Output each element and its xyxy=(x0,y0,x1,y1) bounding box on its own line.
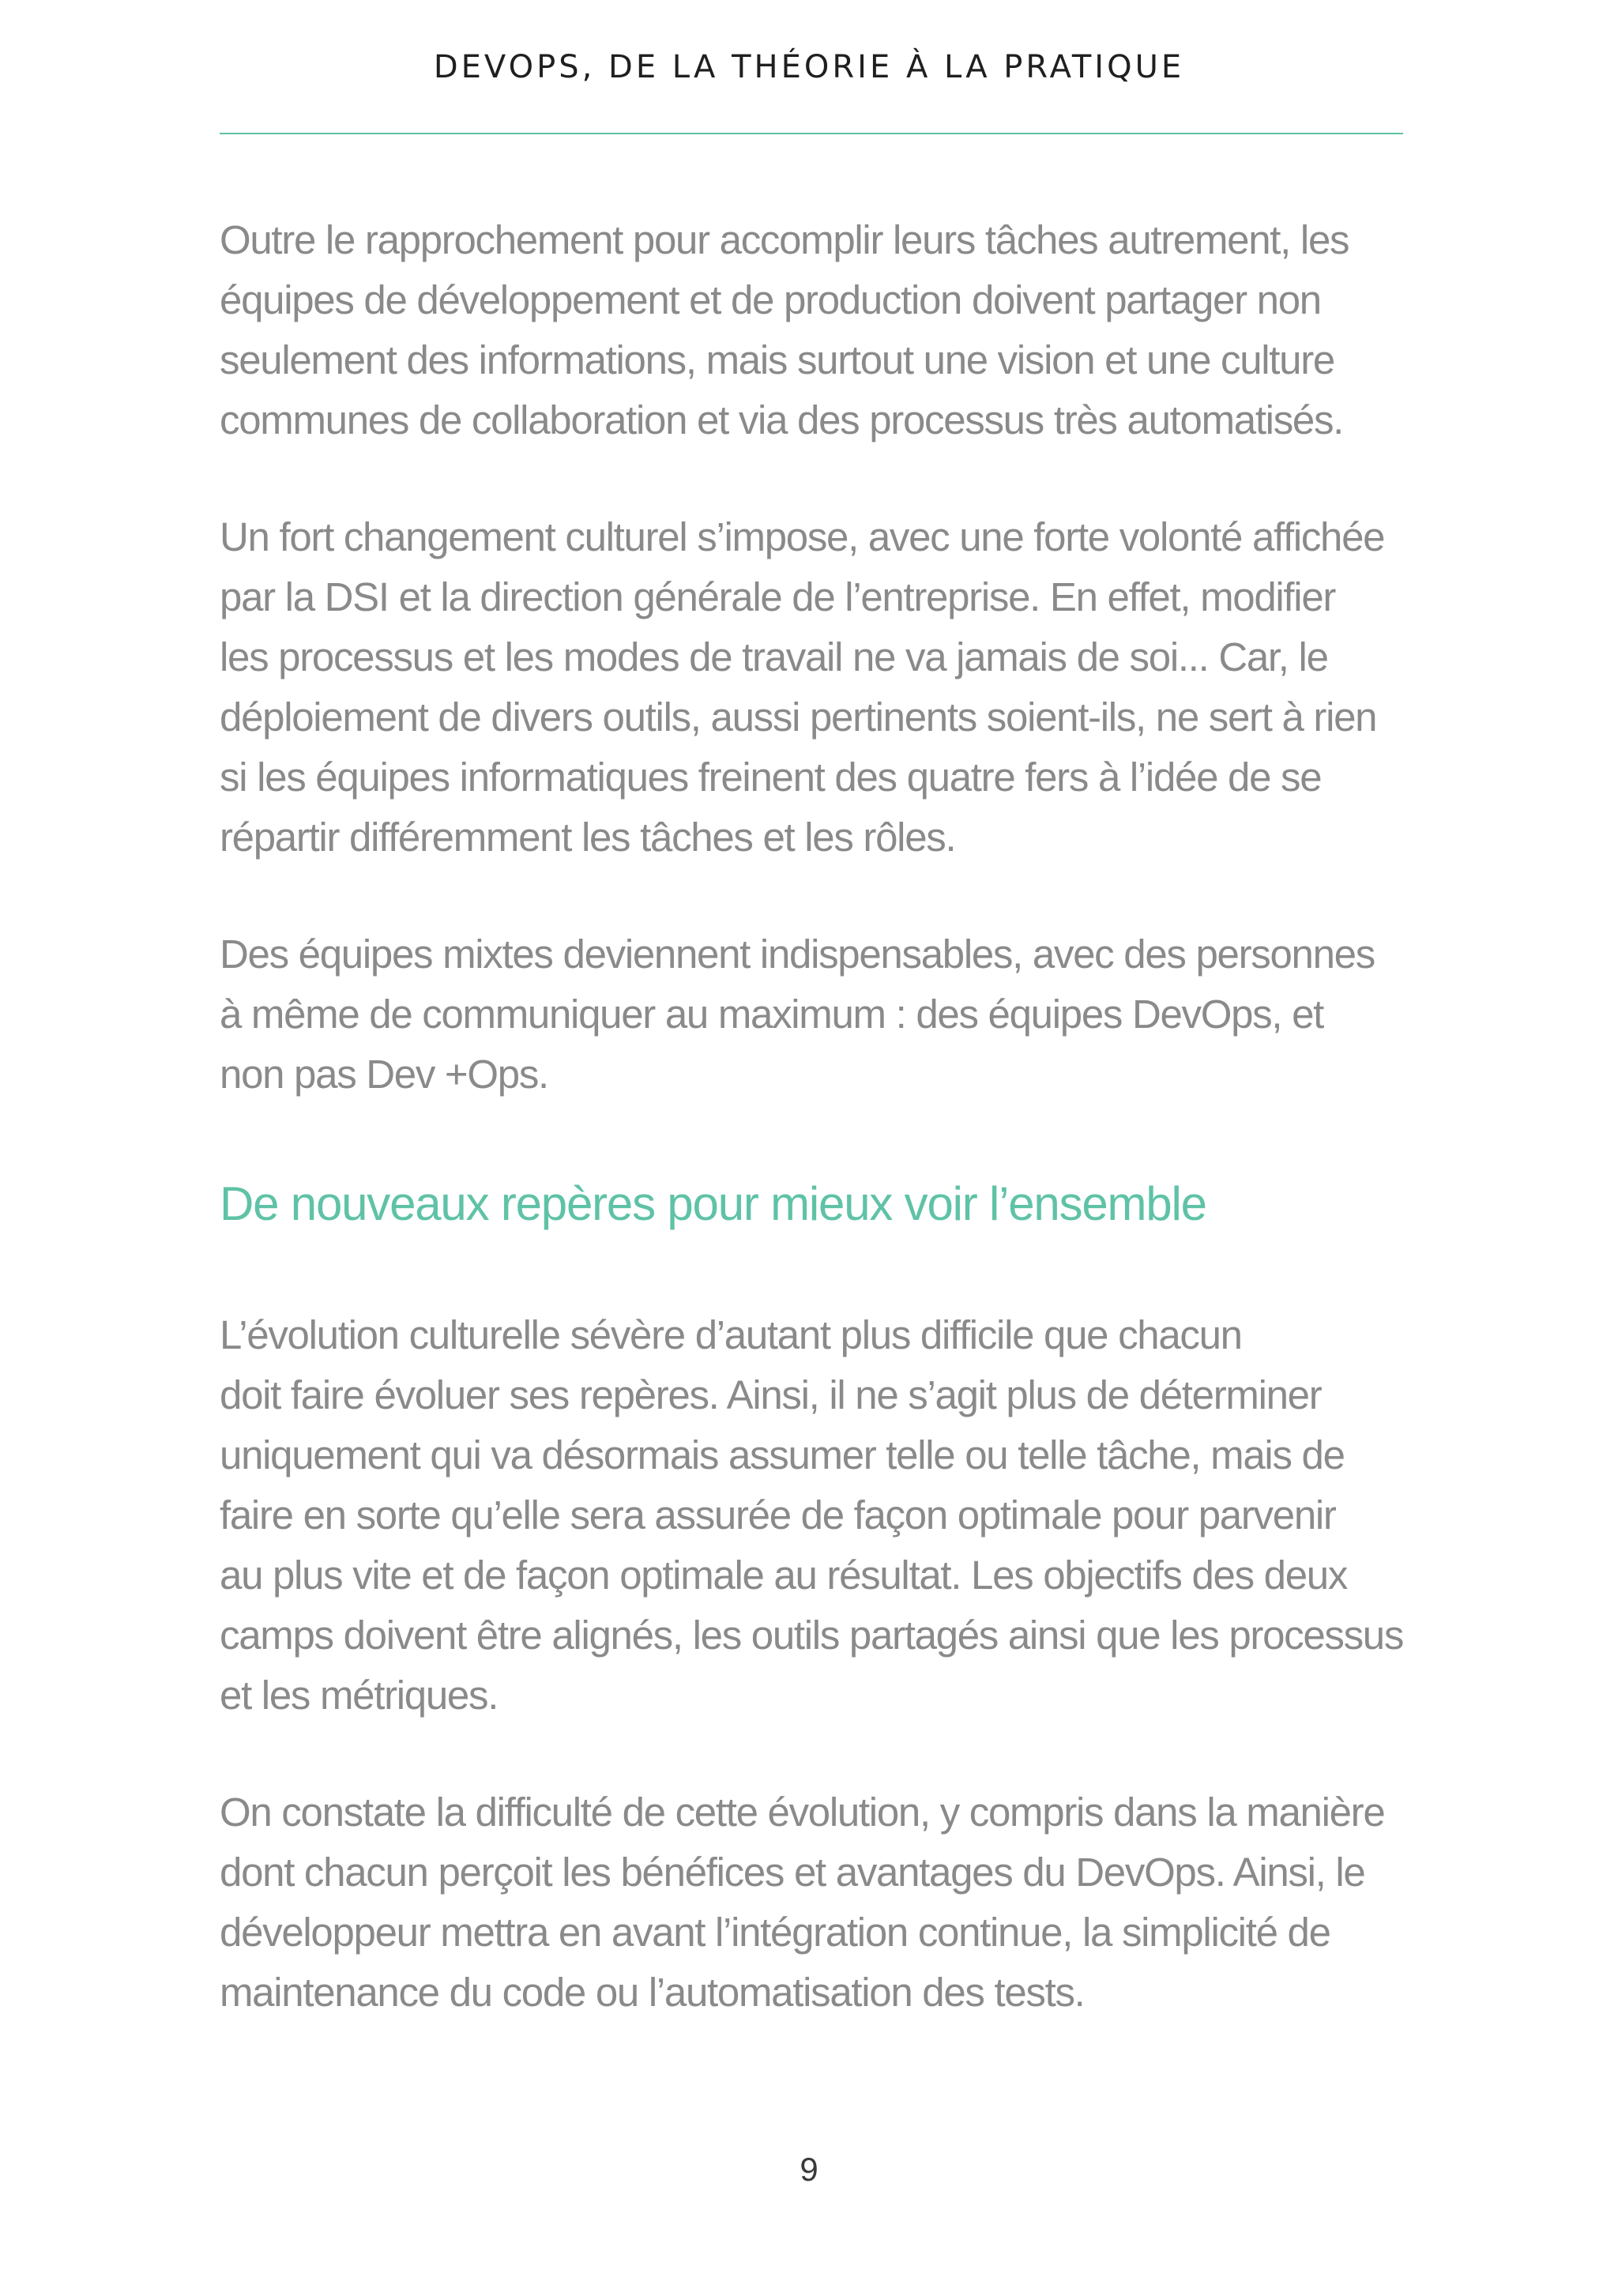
paragraph-line: équipes de développement et de production doivent partager non xyxy=(220,277,1321,322)
page-body xyxy=(220,210,1403,2023)
running-header: DEVOPS, DE LA THÉORIE À LA PRATIQUE xyxy=(433,49,1185,85)
paragraph-line: Outre le rapprochement pour accomplir leurs tâches autrement, les xyxy=(220,217,1349,262)
paragraph-line: camps doivent être alignés, les outils partagés ainsi que les processus xyxy=(220,1613,1404,1658)
paragraph-line: déploiement de divers outils, aussi pertinents soient-ils, ne sert à rien xyxy=(220,694,1377,740)
body-paragraph xyxy=(220,1305,1403,1726)
paragraph-line: dont chacun perçoit les bénéfices et avantages du DevOps. Ainsi, le xyxy=(220,1850,1365,1895)
paragraph-line: si les équipes informatiques freinent des quatre fers à l’idée de se xyxy=(220,755,1322,800)
paragraph-line: développeur mettra en avant l’intégration continue, la simplicité de xyxy=(220,1910,1330,1955)
section-heading: De nouveaux repères pour mieux voir l’ensemble xyxy=(220,1177,1206,1230)
paragraph-line: doit faire évoluer ses repères. Ainsi, il ne s’agit plus de déterminer xyxy=(220,1372,1322,1417)
paragraph-line: les processus et les modes de travail ne va jamais de soi... Car, le xyxy=(220,634,1328,679)
paragraph-line: au plus vite et de façon optimale au résultat. Les objectifs des deux xyxy=(220,1553,1348,1598)
paragraph-line: On constate la difficulté de cette évolution, y compris dans la manière xyxy=(220,1790,1385,1835)
paragraph-line: uniquement qui va désormais assumer telle ou telle tâche, mais de xyxy=(220,1432,1345,1477)
body-paragraph xyxy=(220,924,1403,1105)
paragraph-line: par la DSI et la direction générale de l’entreprise. En effet, modifier xyxy=(220,574,1336,619)
page-number: 9 xyxy=(800,2151,818,2188)
paragraph-line: non pas Dev +Ops. xyxy=(220,1052,548,1097)
paragraph-line: communes de collaboration et via des processus très automatisés. xyxy=(220,397,1344,442)
paragraph-line: seulement des informations, mais surtout une vision et une culture xyxy=(220,337,1334,382)
header-divider xyxy=(220,133,1403,134)
paragraph-line: faire en sorte qu’elle sera assurée de façon optimale pour parvenir xyxy=(220,1492,1336,1538)
paragraph-line: et les métriques. xyxy=(220,1673,499,1718)
paragraph-line: à même de communiquer au maximum : des équipes DevOps, et xyxy=(220,992,1324,1037)
paragraph-line: Un fort changement culturel s’impose, avec une forte volonté affichée xyxy=(220,514,1385,559)
paragraph-line: Des équipes mixtes deviennent indispensables, avec des personnes xyxy=(220,932,1375,977)
body-paragraph xyxy=(220,507,1403,868)
body-paragraph xyxy=(220,210,1403,450)
body-paragraph xyxy=(220,1782,1403,2023)
paragraph-line: maintenance du code ou l’automatisation des tests. xyxy=(220,1970,1085,2015)
paragraph-line: répartir différemment les tâches et les rôles. xyxy=(220,815,956,860)
paragraph-line: L’évolution culturelle sévère d’autant plus difficile que chacun xyxy=(220,1312,1242,1357)
